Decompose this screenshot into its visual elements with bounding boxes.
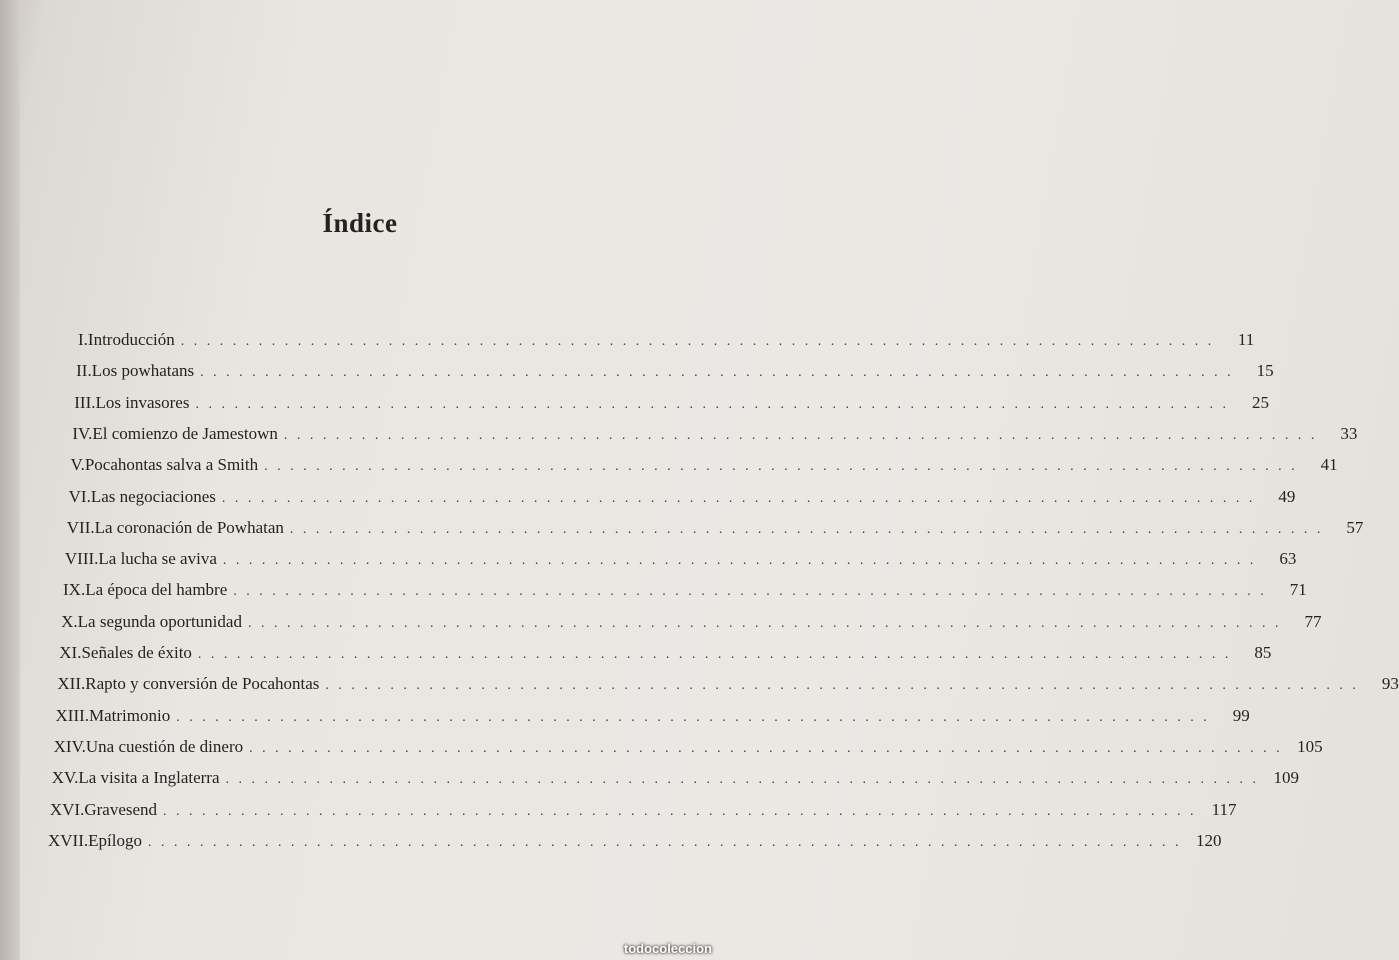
toc-entry-number: IX. [63, 580, 86, 600]
toc-entry [78, 330, 1255, 360]
toc-entry-title: Los powhatans [91, 361, 195, 381]
toc-entry [64, 549, 1297, 579]
toc-entry [70, 455, 1338, 485]
toc-dot-leader: . . . . . . . . . . . . . . . . . . . . . . . . . . . . . . . . . . . . . . . . . . . . . . . . . . . . . . . . . . . . . . . . . . . . . . . . . . . . . . . . [289, 521, 1324, 537]
toc-dot-leader: . . . . . . . . . . . . . . . . . . . . . . . . . . . . . . . . . . . . . . . . . . . . . . . . . . . . . . . . . . . . . . . . . . . . . . . . . . . . . . . . [325, 678, 1359, 694]
toc-entry-number: XVII. [48, 830, 89, 850]
toc-entry-number: VII. [66, 517, 95, 537]
toc-entry-page: 85 [1254, 643, 1272, 662]
toc-dot-leader: . . . . . . . . . . . . . . . . . . . . . . . . . . . . . . . . . . . . . . . . . . . . . . . . . . . . . . . . . . . . . . . . . . . . . . . . . . . . . . . . [233, 584, 1267, 600]
toc-entry-number: VIII. [64, 549, 99, 569]
toc-entry [55, 705, 1250, 736]
toc-entry-page: 117 [1211, 799, 1237, 819]
toc-entry-page: 99 [1232, 705, 1250, 725]
toc-dot-leader: . . . . . . . . . . . . . . . . . . . . . . . . . . . . . . . . . . . . . . . . . . . . . . . . . . . . . . . . . . . . . . . . . . . . . . . . . . . . . . . . [163, 803, 1197, 819]
toc-entry-title: La lucha se aviva [98, 549, 217, 569]
toc-dot-leader: . . . . . . . . . . . . . . . . . . . . . . . . . . . . . . . . . . . . . . . . . . . . . . . . . . . . . . . . . . . . . . . . . . . . . . . . . . . . . . . . [225, 772, 1259, 788]
toc-dot-leader: . . . . . . . . . . . . . . . . . . . . . . . . . . . . . . . . . . . . . . . . . . . . . . . . . . . . . . . . . . . . . . . . . . . . . . . . . . . . . . . . [222, 553, 1257, 569]
toc-entry-page: 93 [1381, 674, 1399, 694]
toc-entry-page: 71 [1289, 580, 1307, 600]
toc-dot-leader: . . . . . . . . . . . . . . . . . . . . . . . . . . . . . . . . . . . . . . . . . . . . . . . . . . . . . . . . . . . . . . . . . . . . . . . . . . . . . . . . [249, 740, 1283, 756]
toc-entry-number: I. [78, 330, 88, 349]
toc-entry-title: Epílogo [88, 830, 142, 850]
toc-entry [66, 517, 1364, 548]
toc-entry [61, 611, 1322, 642]
toc-dot-leader: . . . . . . . . . . . . . . . . . . . . . . . . . . . . . . . . . . . . . . . . . . . . . . . . . . . . . . . . . . . . . . . . . . . . . . . . . . . . . . . . [197, 647, 1232, 662]
toc-entry [59, 643, 1272, 673]
toc-entry-title: Señales de éxito [81, 643, 192, 662]
toc-dot-leader: . . . . . . . . . . . . . . . . . . . . . . . . . . . . . . . . . . . . . . . . . . . . . . . . . . . . . . . . . . . . . . . . . . . . . . . . . . . . . . . . [221, 490, 1256, 506]
toc-entry-number: XI. [59, 643, 82, 662]
toc-entry-title: La época del hambre [85, 580, 228, 600]
toc-entry-title: Una cuestión de dinero [85, 736, 244, 756]
toc-entry-title: Introducción [87, 330, 175, 349]
toc-entry-number: III. [74, 392, 96, 412]
toc-dot-leader: . . . . . . . . . . . . . . . . . . . . . . . . . . . . . . . . . . . . . . . . . . . . . . . . . . . . . . . . . . . . . . . . . . . . . . . . . . . . . . . . [264, 459, 1298, 475]
table-of-contents [0, 330, 1399, 890]
toc-entry-title: La coronación de Powhatan [94, 517, 284, 537]
page-title: Índice [322, 208, 398, 238]
toc-dot-leader: . . . . . . . . . . . . . . . . . . . . . . . . . . . . . . . . . . . . . . . . . . . . . . . . . . . . . . . . . . . . . . . . . . . . . . . . . . . . . . . . [195, 396, 1229, 412]
toc-dot-leader: . . . . . . . . . . . . . . . . . . . . . . . . . . . . . . . . . . . . . . . . . . . . . . . . . . . . . . . . . . . . . . . . . . . . . . . . . . . . . . . . [200, 365, 1234, 381]
toc-entry-page: 109 [1273, 768, 1299, 788]
toc-dot-leader: . . . . . . . . . . . . . . . . . . . . . . . . . . . . . . . . . . . . . . . . . . . . . . . . . . . . . . . . . . . . . . . . . . . . . . . . . . . . . . . . [283, 427, 1318, 443]
toc-entry-page: 63 [1279, 549, 1297, 569]
toc-entry-title: Las negociaciones [90, 486, 216, 506]
watermark: todocoleccion [623, 941, 712, 956]
toc-entry-number: XV. [51, 768, 79, 788]
toc-entry [48, 830, 1222, 861]
toc-entry-page: 57 [1346, 517, 1364, 537]
toc-entry-number: II. [76, 361, 92, 381]
toc-entry-title: Rapto y conversión de Pocahontas [85, 674, 320, 694]
toc-entry-title: Gravesend [84, 799, 158, 819]
toc-entry [74, 392, 1269, 423]
toc-entry-page: 77 [1304, 611, 1322, 631]
toc-entry-number: XIII. [55, 705, 90, 725]
toc-entry-page: 15 [1256, 361, 1274, 381]
toc-dot-leader: . . . . . . . . . . . . . . . . . . . . . . . . . . . . . . . . . . . . . . . . . . . . . . . . . . . . . . . . . . . . . . . . . . . . . . . . . . . . . . . . [176, 709, 1210, 725]
toc-entry [51, 768, 1299, 798]
toc-entry-page: 41 [1320, 455, 1338, 475]
toc-entry [49, 799, 1237, 830]
toc-entry-number: XII. [57, 674, 86, 694]
toc-entry-page: 11 [1237, 330, 1255, 349]
toc-entry-page: 49 [1278, 486, 1296, 506]
toc-entry-title: La visita a Inglaterra [78, 768, 220, 788]
toc-entry-title: El comienzo de Jamestown [92, 423, 278, 443]
toc-entry-page: 105 [1297, 736, 1323, 756]
toc-entry-page: 25 [1251, 392, 1269, 412]
toc-entry [57, 674, 1399, 704]
toc-entry [76, 361, 1274, 391]
toc-dot-leader: . . . . . . . . . . . . . . . . . . . . . . . . . . . . . . . . . . . . . . . . . . . . . . . . . . . . . . . . . . . . . . . . . . . . . . . . . . . . . . . . [180, 334, 1215, 349]
toc-entry-title: Los invasores [95, 392, 190, 412]
toc-entry-number: XVI. [49, 799, 85, 819]
toc-entry-number: IV. [72, 423, 93, 443]
toc-entry-number: XIV. [53, 736, 86, 756]
toc-entry-number: VI. [68, 486, 91, 506]
toc-entry-title: Pocahontas salva a Smith [84, 455, 259, 475]
toc-entry-number: X. [61, 611, 78, 631]
toc-dot-leader: . . . . . . . . . . . . . . . . . . . . . . . . . . . . . . . . . . . . . . . . . . . . . . . . . . . . . . . . . . . . . . . . . . . . . . . . . . . . . . . . [247, 615, 1282, 631]
toc-entry [68, 486, 1296, 517]
toc-entry [72, 423, 1358, 454]
toc-entry [63, 580, 1307, 610]
toc-entry-page: 120 [1195, 830, 1222, 850]
toc-dot-leader: . . . . . . . . . . . . . . . . . . . . . . . . . . . . . . . . . . . . . . . . . . . . . . . . . . . . . . . . . . . . . . . . . . . . . . . . . . . . . . . . [147, 834, 1182, 850]
toc-entry-number: V. [70, 455, 85, 475]
toc-entry [53, 736, 1323, 767]
toc-entry-title: Matrimonio [89, 705, 171, 725]
toc-entry-page: 33 [1340, 423, 1358, 443]
toc-entry-title: La segunda oportunidad [77, 611, 242, 631]
